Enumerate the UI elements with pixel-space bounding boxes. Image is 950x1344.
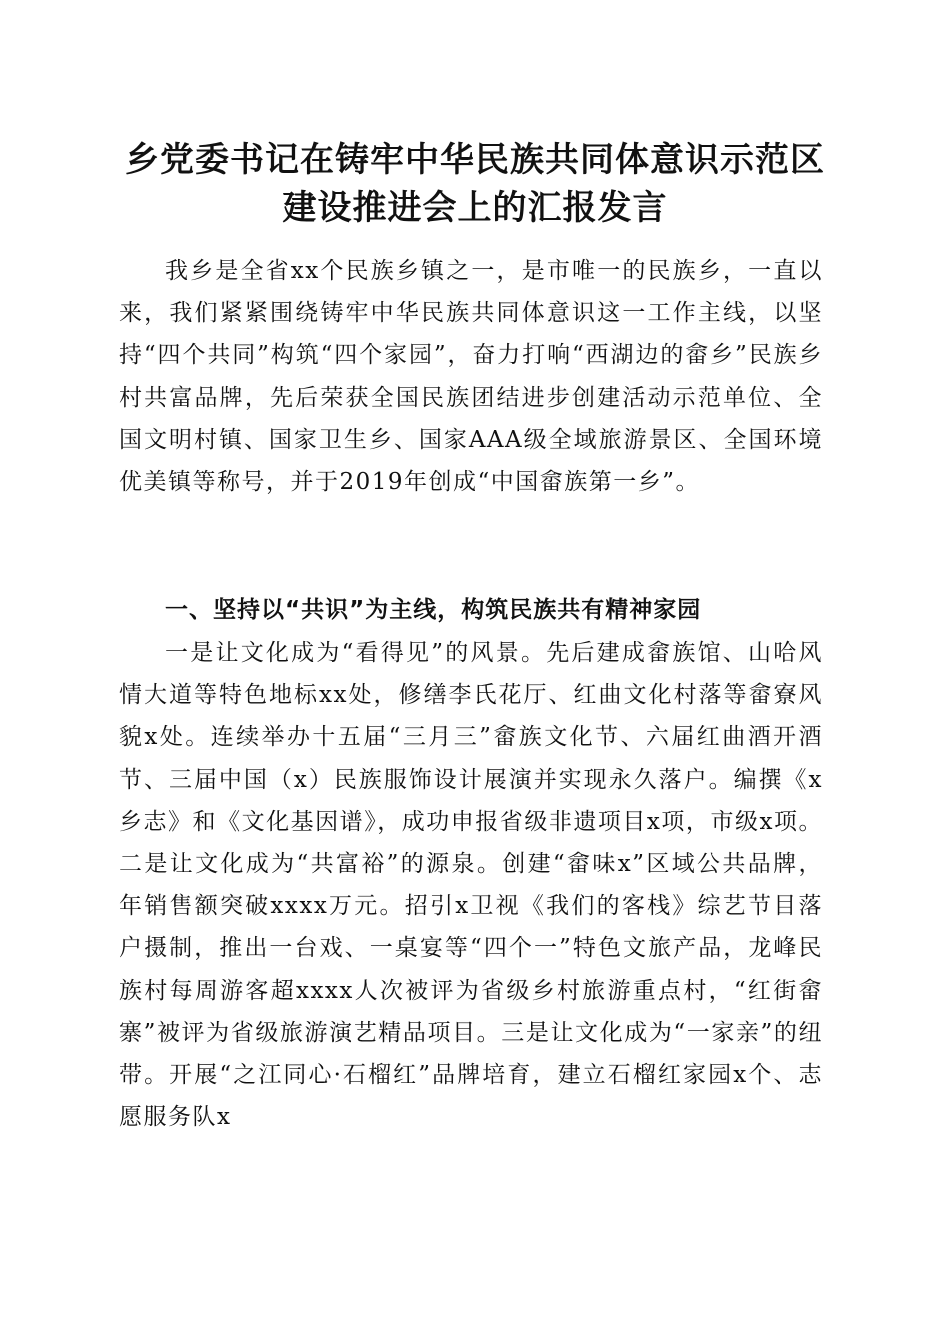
document-title-line-1: 乡党委书记在铸牢中华民族共同体意识示范区 (125, 140, 825, 180)
intro-paragraph: 我乡是全省xx个民族乡镇之一，是市唯一的民族乡，一直以来，我们紧紧围绕铸牢中华民族共同体意识这一工作主线，以坚持“四个共同”构筑“四个家园”，奋力打响“西湖边的畲乡”民族乡村共富品牌，先后荣获全国民族团结进步创建活动示范单位、全国文明村镇、国家卫生乡、国家AAA级全域旅游景区、全国环境优美镇等称号，并于2019年创成“中国畲族第一乡”。 (119, 258, 823, 496)
document-title-line-2: 建设推进会上的汇报发言 (282, 188, 668, 228)
section-1-heading: 一、坚持以“共识”为主线，构筑民族共有精神家园 (165, 597, 702, 623)
section-1-paragraph: 一是让文化成为“看得见”的风景。先后建成畲族馆、山哈风情大道等特色地标xx处，修缮李氏花厅、红曲文化村落等畲寮风貌x处。连续举办十五届“三月三”畲族文化节、六届红曲酒开酒节、三届中国（x）民族服饰设计展演并实现永久落户。编撰《x乡志》和《文化基因谱》，成功申报省级非遗项目x项，市级x项。二是让文化成为“共富裕”的源泉。创建“畲味x”区域公共品牌，年销售额突破xxxx万元。招引x卫视《我们的客栈》综艺节目落户摄制，推出一台戏、一桌宴等“四个一”特色文旅产品，龙峰民族村每周游客超xxxx人次被评为省级乡村旅游重点村，“红街畲寨”被评为省级旅游演艺精品项目。三是让文化成为“一家亲”的纽带。开展“之江同心·石榴红”品牌培育，建立石榴红家园x个、志愿服务队x (119, 640, 823, 1131)
